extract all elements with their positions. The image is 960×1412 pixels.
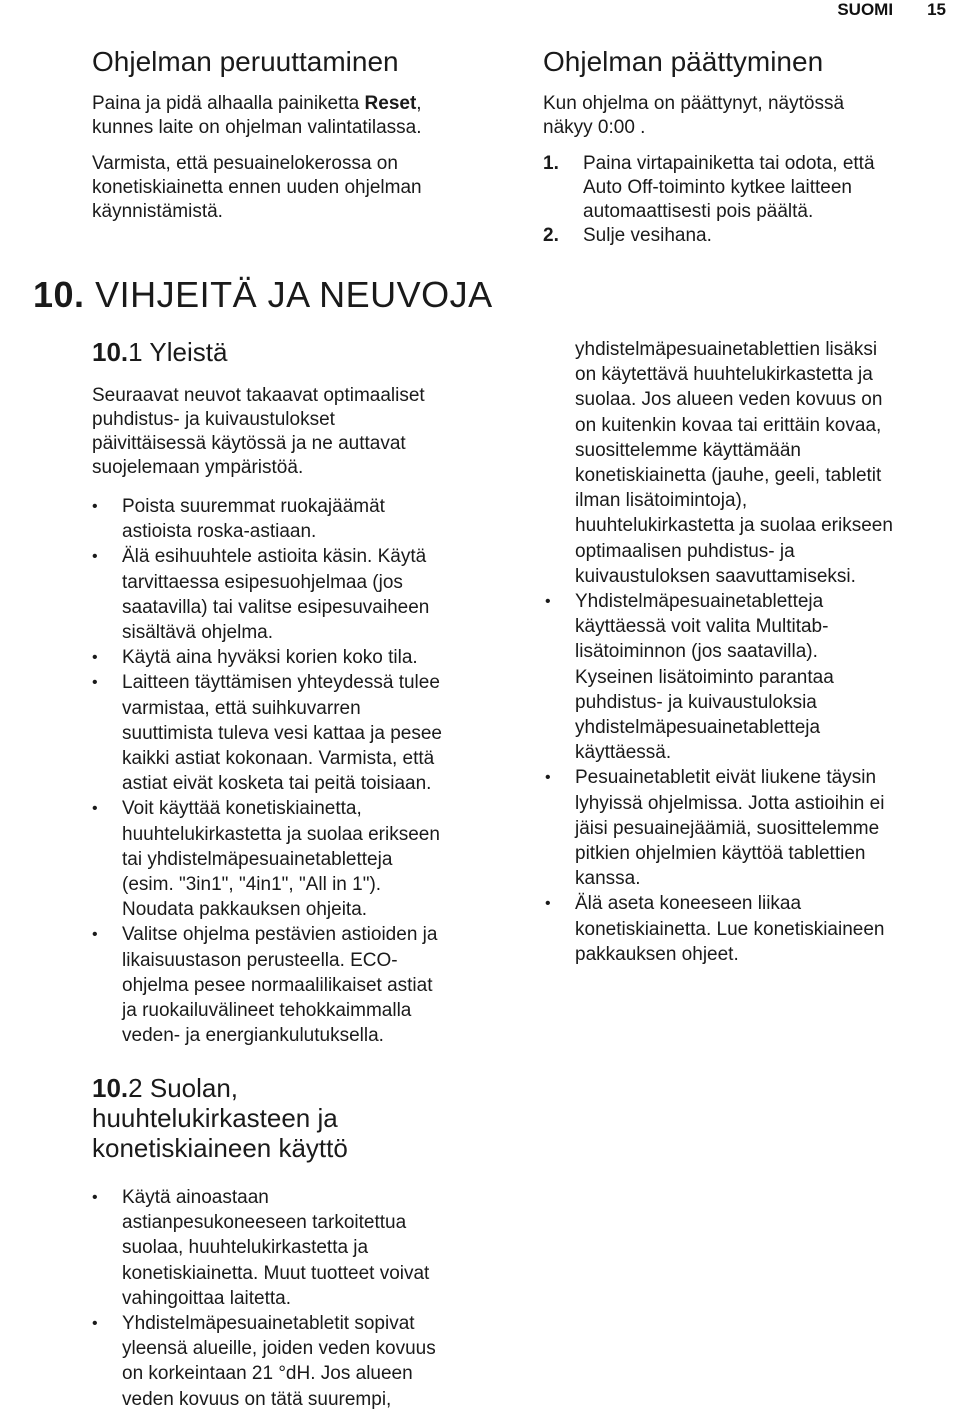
end-intro-line: näkyy 0:00 . (543, 117, 646, 138)
bullet-line: Poista suuremmat ruokajäämät (122, 496, 385, 517)
bullet-line: Käytä aina hyväksi korien koko tila. (122, 647, 418, 669)
bullet-line: suolaa, huuhtelukirkastetta ja (122, 1237, 369, 1259)
bullet-line: huuhtelukirkastetta ja suolaa erikseen (122, 823, 440, 845)
salt-bullets (92, 1185, 522, 1412)
continuation-line: ilman lisätoimintoja), (575, 490, 748, 512)
salt-num-rest: 2 (128, 1073, 143, 1103)
list-item (545, 589, 955, 765)
bullet-line: pitkien ohjelmien käyttöä tablettien (575, 843, 866, 865)
end-step (543, 224, 953, 248)
bullet-line: käyttäessä voit valita Multitab- (575, 616, 829, 638)
bullet-line: käyttäessä. (575, 742, 672, 764)
bullet-line: Kyseinen lisätoiminto parantaa (575, 666, 834, 688)
bullet-line: ja ruokailuvälineet tehokkaimmalla (122, 1000, 412, 1022)
bullet-line: suuttimista tuleva vesi kattaa ja pesee (122, 722, 443, 744)
continuation-line: yhdistelmäpesuainetablettien lisäksi (575, 339, 878, 360)
bullet-line: lyhyissä ohjelmissa. Jotta astioihin ei (575, 792, 885, 814)
list-item (92, 922, 522, 1048)
bullet-line: Noudata pakkauksen ohjeita. (122, 899, 368, 921)
bullet-line: Yhdistelmäpesuainetabletteja (575, 591, 824, 613)
salt-title (92, 1073, 522, 1163)
list-item (92, 1311, 522, 1412)
cancel-paragraph-1 (92, 92, 522, 140)
bullet-line: Voit käyttää konetiskiainetta, (122, 798, 362, 820)
cancel-p1-line2: kunnes laite on ohjelman valintatilassa. (92, 117, 422, 138)
bullet-line: astianpesukoneeseen tarkoitettua (122, 1212, 407, 1234)
bullet-line: konetiskiainetta. Lue konetiskiaineen (575, 918, 885, 940)
bullet-line: puhdistus- ja kuivaustuloksia (575, 691, 817, 713)
general-num-bold: 10. (92, 337, 129, 367)
list-item (545, 891, 955, 967)
bullet-line: Yhdistelmäpesuainetabletit sopivat (122, 1313, 415, 1335)
salt-title-line: Suolan, (142, 1073, 239, 1103)
list-item (92, 670, 522, 796)
continuation-line: konetiskiainetta (jauhe, geeli, tabletit (575, 465, 882, 487)
bullet-line: yhdistelmäpesuainetabletteja (575, 717, 821, 739)
salt-section (92, 1073, 522, 1412)
end-step (543, 152, 953, 224)
step-number: 1. (543, 153, 559, 174)
chapter-number: 10. (33, 274, 85, 315)
bullet-line: Älä aseta koneeseen liikaa (575, 893, 802, 915)
salt-title-line: huuhtelukirkasteen ja (92, 1103, 338, 1133)
bullet-line: konetiskiainetta. Muut tuotteet voivat (122, 1262, 430, 1284)
general-intro-line: Seuraavat neuvot takaavat optimaaliset (92, 385, 425, 406)
continuation-line: on käytettävä huuhtelukirkastetta ja (575, 364, 873, 386)
bullet-line: (esim. "3in1", "4in1", "All in 1"). (122, 874, 382, 896)
bullet-line: astiat eivät kosketa tai peitä toisiaan. (122, 773, 432, 795)
bullet-line: Älä esihuuhtele astioita käsin. Käytä (122, 546, 427, 568)
bullet-line: lisätoiminnon (jos saatavilla). (575, 641, 818, 663)
list-item (92, 494, 522, 544)
bullet-line: pakkauksen ohjeet. (575, 943, 739, 965)
general-intro-line: päivittäisessä käytössä ja ne auttavat (92, 433, 406, 454)
reset-label: Reset (364, 93, 417, 114)
end-intro-line: Kun ohjelma on päättynyt, näytössä (543, 93, 845, 114)
section-label: SUOMI (837, 0, 894, 19)
bullet-line: veden- ja energiankulutuksella. (122, 1025, 384, 1047)
cancel-section (92, 45, 522, 224)
bullet-line: vahingoittaa laitetta. (122, 1287, 292, 1309)
right-bullets (545, 589, 955, 967)
continuation-line: kuivaustuloksen saavuttamiseksi. (575, 565, 856, 587)
cancel-paragraph-2 (92, 152, 522, 224)
bullet-line: veden kovuus on tätä suurempi, (122, 1388, 392, 1410)
continuation-line: on kuitenkin kovaa tai erittäin kovaa, (575, 414, 882, 436)
bullet-line: ohjelma pesee normaalilikaiset astiat (122, 974, 433, 996)
bullet-line: kaikki astiat kokonaan. Varmista, että (122, 748, 435, 770)
list-item (92, 544, 522, 645)
bullet-line: tai yhdistelmäpesuainetabletteja (122, 848, 393, 870)
step-line: Sulje vesihana. (583, 225, 712, 246)
bullet-line: tarvittaessa esipesuohjelmaa (jos (122, 571, 403, 593)
bullet-line: Käytä ainoastaan (122, 1187, 269, 1208)
bullet-line: yleensä alueille, joiden veden kovuus (122, 1338, 436, 1360)
bullet-line: saatavilla) tai valitse esipesuvaiheen (122, 596, 430, 618)
list-item (92, 1185, 522, 1311)
continuation-line: suolaa. Jos alueen veden kovuus on (575, 389, 883, 411)
end-intro (543, 92, 953, 140)
cancel-p1-suffix: , (416, 93, 422, 114)
general-bullets (92, 494, 522, 1048)
cancel-p1-text: Paina ja pidä alhaalla painiketta (92, 93, 365, 114)
continuation-line: suosittelemme käyttämään (575, 439, 801, 461)
bullet-line: likaisuustason perusteella. ECO- (122, 949, 398, 971)
step-line: Paina virtapainiketta tai odota, että (583, 153, 875, 174)
general-title-text: Yleistä (142, 337, 228, 367)
bullet-line: on korkeintaan 21 °dH. Jos alueen (122, 1363, 413, 1385)
end-section (543, 45, 953, 248)
bullet-line: Valitse ohjelma pestävien astioiden ja (122, 924, 438, 946)
continuation-text (545, 337, 955, 589)
general-section (92, 337, 522, 1048)
bullet-line: astioista roska-astiaan. (122, 521, 317, 543)
cancel-p2-line: Varmista, että pesuainelokerossa on (92, 153, 398, 174)
general-num-rest: 1 (128, 337, 143, 367)
cancel-p2-line: käynnistämistä. (92, 201, 223, 222)
cancel-p2-line: konetiskiainetta ennen uuden ohjelman (92, 177, 422, 198)
step-number: 2. (543, 225, 559, 246)
list-item (545, 765, 955, 891)
bullet-line: kanssa. (575, 868, 641, 890)
general-intro-line: suojelemaan ympäristöä. (92, 457, 304, 478)
page-header (837, 0, 946, 20)
general-intro (92, 384, 522, 480)
end-steps (543, 152, 953, 248)
page-number: 15 (927, 0, 946, 19)
cancel-title: Ohjelman peruuttaminen (92, 46, 399, 77)
bullet-line: varmistaa, että suihkuvarren (122, 697, 361, 719)
general-title (92, 337, 522, 367)
general-intro-line: puhdistus- ja kuivaustulokset (92, 409, 335, 430)
right-column (545, 337, 955, 967)
end-title: Ohjelman päättyminen (543, 46, 824, 77)
chapter-heading (33, 275, 493, 315)
bullet-line: sisältävä ohjelma. (122, 622, 274, 644)
bullet-line: jäisi pesuainejäämiä, suosittelemme (575, 817, 880, 839)
list-item (92, 645, 522, 670)
chapter-title: VIHJEITÄ JA NEUVOJA (95, 274, 493, 315)
salt-title-line: konetiskiaineen käyttö (92, 1133, 348, 1163)
salt-num-bold: 10. (92, 1073, 129, 1103)
step-line: automaattisesti pois päältä. (583, 201, 814, 222)
bullet-line: Laitteen täyttämisen yhteydessä tulee (122, 672, 440, 694)
continuation-line: huuhtelukirkastetta ja suolaa erikseen (575, 515, 893, 537)
list-item (92, 796, 522, 922)
continuation-line: optimaalisen puhdistus- ja (575, 540, 795, 562)
step-line: Auto Off-toiminto kytkee laitteen (583, 177, 852, 198)
bullet-line: Pesuainetabletit eivät liukene täysin (575, 767, 877, 789)
